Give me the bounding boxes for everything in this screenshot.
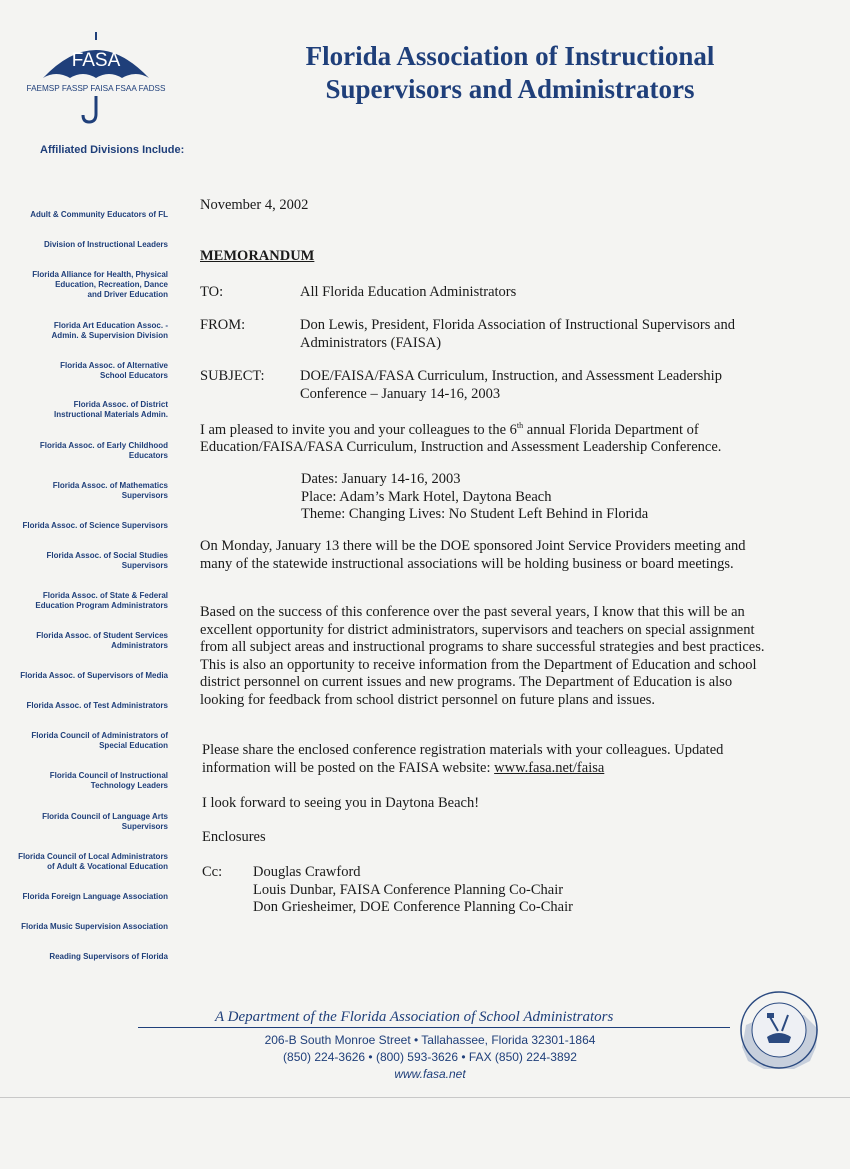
details-dates: Dates: January 14-16, 2003 <box>301 471 461 487</box>
logo-divisions: FAEMSP FASSP FAISA FSAA FADSS <box>26 84 166 93</box>
subject-value: DOE/FAISA/FASA Curriculum, Instruction, and Assessment Leadership Conference – January 14-16, 2003 <box>300 368 722 402</box>
memorandum-heading: MEMORANDUM <box>200 248 315 264</box>
sidebar-item: Florida Council of Instructional Technology Leaders <box>49 771 168 790</box>
affiliated-divisions-heading: Affiliated Divisions Include: <box>40 144 185 156</box>
title-line-2: Supervisors and Administrators <box>325 74 695 104</box>
sidebar-item: Florida Foreign Language Association <box>22 892 168 901</box>
cc-list <box>253 864 573 917</box>
sidebar-item: Florida Assoc. of Alternative School Educators <box>60 361 168 380</box>
details-theme: Theme: Changing Lives: No Student Left Behind in Florida <box>301 506 649 522</box>
sidebar-item: Florida Assoc. of Mathematics Supervisors <box>52 481 168 500</box>
sidebar-item: Reading Supervisors of Florida <box>49 952 168 961</box>
sidebar-item: Florida Art Education Assoc. - Admin. & Supervision Division <box>51 321 168 340</box>
monday-paragraph: On Monday, January 13 there will be the DOE sponsored Joint Service Providers meeting and many of the statewide instructional associations will be holding business or board meetings. <box>200 538 746 572</box>
details-place: Place: Adam’s Mark Hotel, Daytona Beach <box>301 488 552 505</box>
fasa-seal-logo <box>734 985 824 1075</box>
sidebar-item: Florida Assoc. of District Instructional Materials Admin. <box>54 400 168 419</box>
sidebar-item: Florida Alliance for Health, Physical Education, Recreation, Dance and Driver Education <box>32 270 168 299</box>
sidebar-item: Florida Assoc. of Social Studies Supervisors <box>46 551 168 570</box>
intro-paragraph: I am pleased to invite you and your colleagues to the 6th annual Florida Department of Education/FAISA/FASA Curriculum, Instruction and Assessment Leadership Conference. <box>200 421 722 456</box>
footer-department: A Department of the Florida Association of School Administrators <box>215 1009 614 1025</box>
footer-website: www.fasa.net <box>394 1067 466 1081</box>
conference-details <box>301 471 648 524</box>
cc-recipient: Douglas Crawford <box>253 864 361 880</box>
sidebar-item: Florida Assoc. of Science Supervisors <box>22 521 168 530</box>
sidebar-item: Florida Music Supervision Association <box>21 922 168 931</box>
sidebar-item: Florida Assoc. of State & Federal Education Program Administrators <box>35 591 168 610</box>
footer-divider <box>138 1027 730 1028</box>
sidebar-item: Florida Assoc. of Student Services Administrators <box>36 631 168 650</box>
look-forward-line: I look forward to seeing you in Daytona Beach! <box>202 795 480 811</box>
sidebar-item: Florida Council of Local Administrators of Adult & Vocational Education <box>18 852 168 871</box>
to-value: All Florida Education Administrators <box>300 284 517 300</box>
logo-text: FASA <box>71 50 121 71</box>
footer-phone-line: (850) 224-3626 • (800) 593-3626 • FAX (850) 224-3892 <box>283 1050 577 1064</box>
enclosures-line: Enclosures <box>202 829 266 845</box>
subject-label: SUBJECT: <box>200 368 265 384</box>
sidebar-item: Adult & Community Educators of FL <box>30 210 168 219</box>
success-paragraph: Based on the success of this conference over the past several years, I know that this will be an excellent opportunity for district administrators, supervisors and teachers on special assignment from all subject areas and instructional programs to share successful strategies and best practices. This is also an opportunity to receive information from the Department of Education and school district personnel on current issues and new programs. The Department of Education is also looking for feedback from school district personnel on future plans and issues. <box>200 604 765 708</box>
cc-recipient: Louis Dunbar, FAISA Conference Planning Co-Chair <box>253 881 564 898</box>
title-line-1: Florida Association of Instructional <box>305 41 715 71</box>
letter-date: November 4, 2002 <box>200 197 309 213</box>
sidebar-item: Florida Assoc. of Test Administrators <box>26 701 168 710</box>
footer-address <box>225 1032 635 1083</box>
footer-address-line: 206-B South Monroe Street • Tallahassee, Florida 32301-1864 <box>264 1033 596 1047</box>
from-label: FROM: <box>200 317 246 333</box>
sidebar-item: Florida Assoc. of Supervisors of Media <box>20 671 168 680</box>
sidebar-item: Division of Instructional Leaders <box>43 240 168 249</box>
cc-label: Cc: <box>202 864 223 880</box>
from-value: Don Lewis, President, Florida Association of Instructional Supervisors and Administrators (FAISA) <box>300 317 735 351</box>
fasa-umbrella-logo <box>8 30 183 130</box>
to-label: TO: <box>200 284 224 300</box>
page-bottom-edge <box>0 1097 850 1098</box>
sidebar-item: Florida Council of Language Arts Supervisors <box>42 812 168 831</box>
sidebar-item: Florida Council of Administrators of Special Education <box>31 731 168 750</box>
faisa-website-link[interactable]: www.fasa.net/faisa <box>494 759 605 776</box>
letterhead-title <box>230 40 790 106</box>
share-paragraph: Please share the enclosed conference registration materials with your colleagues. Updated information will be posted on the FAISA website: www.fasa.net/faisa <box>202 742 724 776</box>
cc-recipient: Don Griesheimer, DOE Conference Planning Co-Chair <box>253 899 573 915</box>
sidebar-item: Florida Assoc. of Early Childhood Educators <box>39 441 168 460</box>
